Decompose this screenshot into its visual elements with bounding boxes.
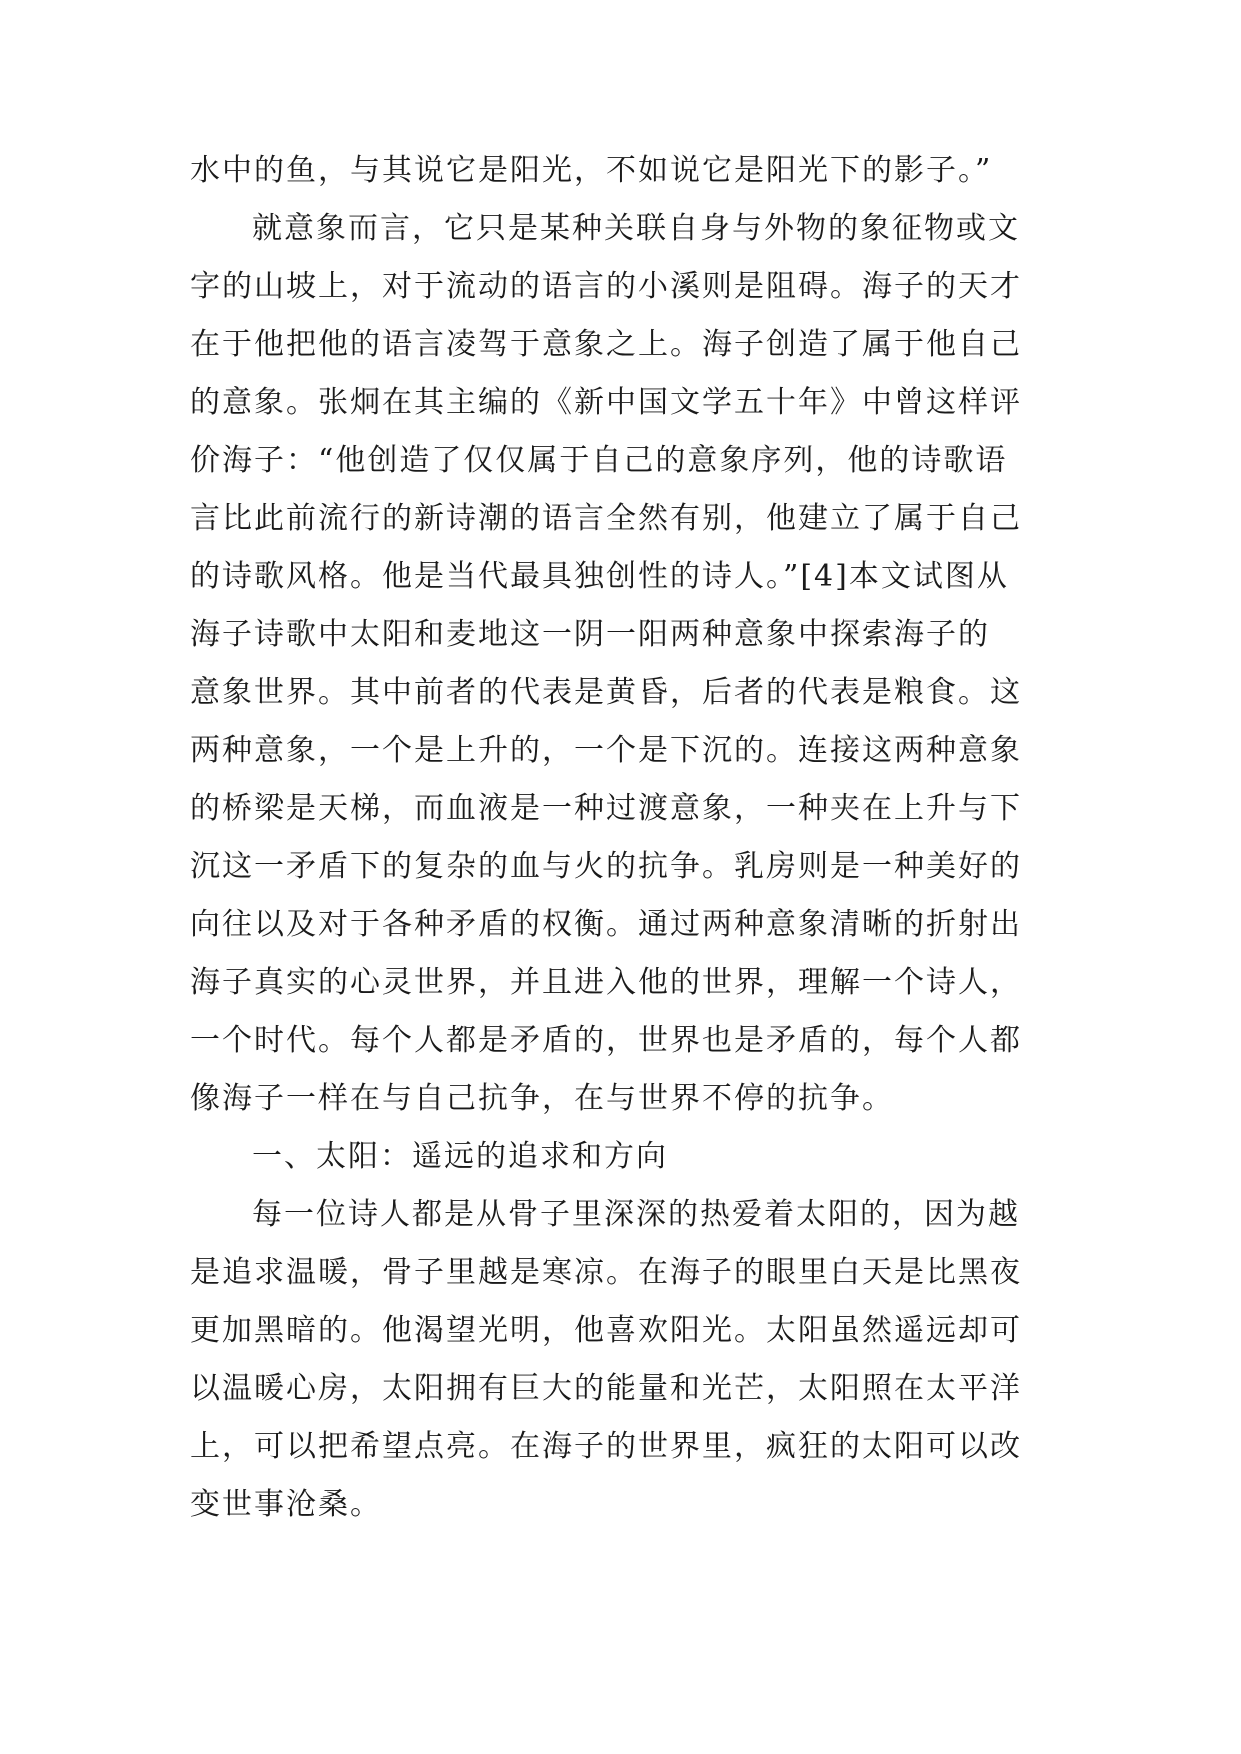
text-line: 的意象。张炯在其主编的《新中国文学五十年》中曾这样评 <box>190 385 1022 420</box>
text-line: 一个时代。每个人都是矛盾的，世界也是矛盾的，每个人都 <box>190 1023 1022 1058</box>
text-line: 两种意象，一个是上升的，一个是下沉的。连接这两种意象 <box>190 733 1022 768</box>
text-line: 上，可以把希望点亮。在海子的世界里，疯狂的太阳可以改 <box>190 1429 1022 1464</box>
text-line: 以温暖心房，太阳拥有巨大的能量和光芒，太阳照在太平洋 <box>190 1371 1022 1406</box>
text-line: 在于他把他的语言凌驾于意象之上。海子创造了属于他自己 <box>190 327 1022 362</box>
paragraph-first-line: 就意象而言，它只是某种关联自身与外物的象征物或文 <box>252 211 1020 246</box>
text-line: 海子诗歌中太阳和麦地这一阴一阳两种意象中探索海子的 <box>190 617 990 652</box>
text-line: 海子真实的心灵世界，并且进入他的世界，理解一个诗人， <box>190 965 1022 1000</box>
text-line: 的诗歌风格。他是当代最具独创性的诗人。”[4]本文试图从 <box>190 559 1009 594</box>
text-line: 水中的鱼，与其说它是阳光，不如说它是阳光下的影子。” <box>190 153 993 188</box>
text-line: 变世事沧桑。 <box>190 1487 382 1522</box>
text-line: 言比此前流行的新诗潮的语言全然有别，他建立了属于自己 <box>190 501 1022 536</box>
section-heading: 一、太阳：遥远的追求和方向 <box>252 1139 668 1174</box>
text-line: 向往以及对于各种矛盾的权衡。通过两种意象清晰的折射出 <box>190 907 1022 942</box>
text-line: 像海子一样在与自己抗争，在与世界不停的抗争。 <box>190 1081 894 1116</box>
paragraph-first-line: 每一位诗人都是从骨子里深深的热爱着太阳的，因为越 <box>252 1197 1020 1232</box>
text-line: 的桥梁是天梯，而血液是一种过渡意象，一种夹在上升与下 <box>190 791 1022 826</box>
text-line: 意象世界。其中前者的代表是黄昏，后者的代表是粮食。这 <box>190 675 1022 710</box>
text-line: 更加黑暗的。他渴望光明，他喜欢阳光。太阳虽然遥远却可 <box>190 1313 1022 1348</box>
text-line: 字的山坡上，对于流动的语言的小溪则是阻碍。海子的天才 <box>190 269 1022 304</box>
text-line: 价海子：“他创造了仅仅属于自己的意象序列，他的诗歌语 <box>190 443 1008 478</box>
text-line: 是追求温暖，骨子里越是寒凉。在海子的眼里白天是比黑夜 <box>190 1255 1022 1290</box>
text-line: 沉这一矛盾下的复杂的血与火的抗争。乳房则是一种美好的 <box>190 849 1022 884</box>
